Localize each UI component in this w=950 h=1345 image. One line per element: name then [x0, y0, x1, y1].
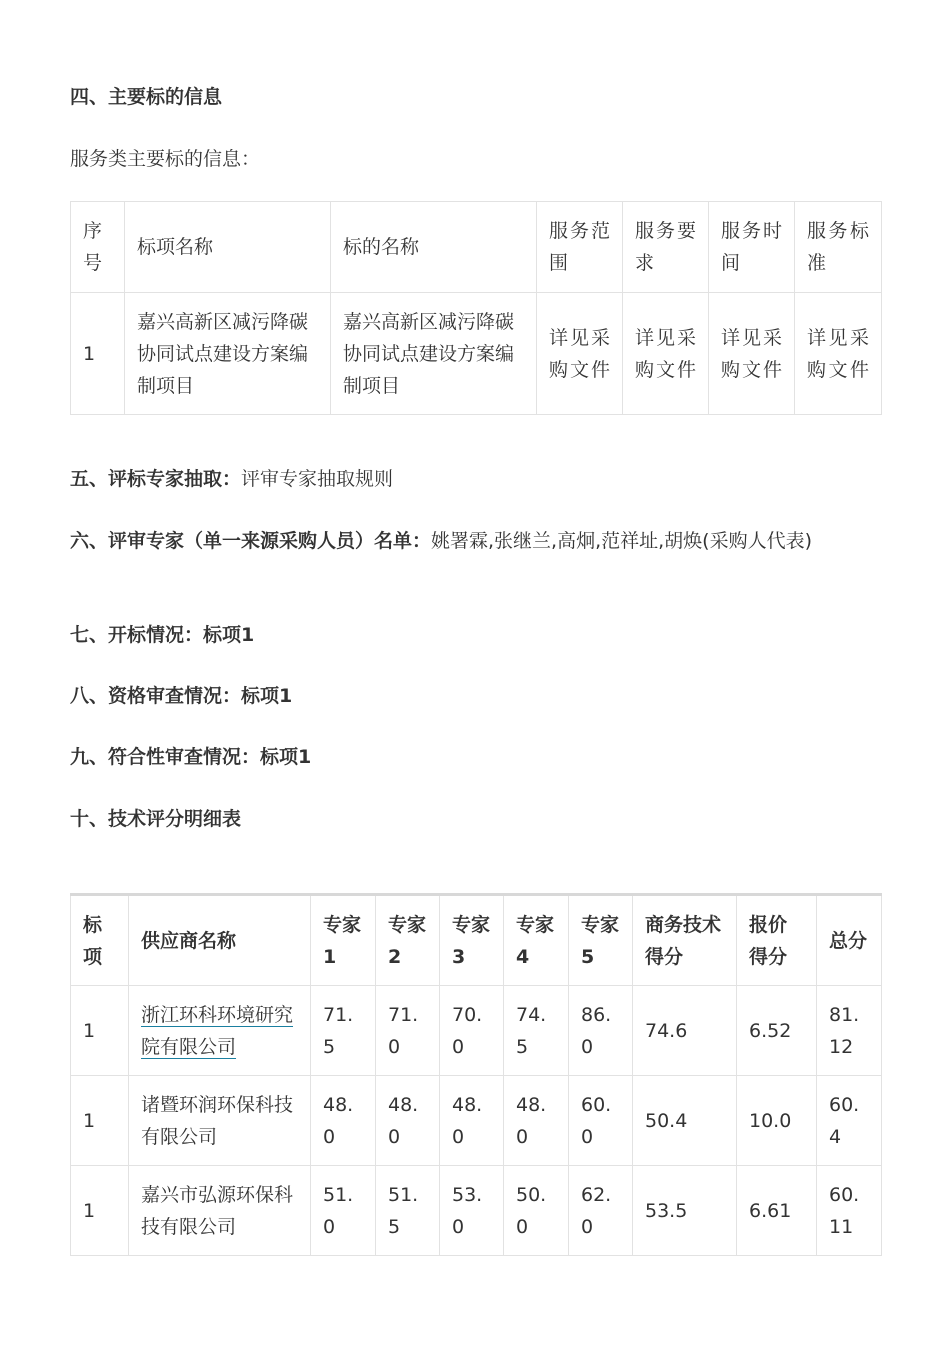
cell-item-name: 嘉兴高新区减污降碳协同试点建设方案编制项目 [125, 293, 331, 415]
service-info-table [70, 201, 882, 415]
section-10-heading: 十、技术评分明细表 [70, 808, 242, 830]
header-item-name: 标项名称 [125, 202, 331, 293]
section-4-subtitle: 服务类主要标的信息： [70, 148, 261, 170]
cell-expert-5: 62.0 [569, 1166, 633, 1256]
score-table-header-row [71, 895, 882, 986]
header-tech-score: 商务技术得分 [633, 895, 737, 986]
cell-expert-2: 71.0 [376, 986, 440, 1076]
cell-expert-1: 71.5 [311, 986, 376, 1076]
section-6-paragraph [70, 525, 881, 557]
cell-expert-1: 48.0 [311, 1076, 376, 1166]
cell-supplier: 诸暨环润环保科技有限公司 [129, 1076, 311, 1166]
cell-expert-1: 51.0 [311, 1166, 376, 1256]
section-9-heading: 九、符合性审查情况：标项1 [70, 746, 312, 768]
cell-item: 1 [71, 986, 129, 1076]
header-expert-2: 专家2 [376, 895, 440, 986]
cell-time: 详见采购文件 [709, 293, 795, 415]
header-expert-5: 专家5 [569, 895, 633, 986]
cell-no: 1 [71, 293, 125, 415]
header-time: 服务时间 [709, 202, 795, 293]
cell-standard: 详见采购文件 [795, 293, 882, 415]
cell-price-score: 6.52 [737, 986, 817, 1076]
header-total: 总分 [817, 895, 882, 986]
cell-expert-4: 74.5 [504, 986, 569, 1076]
header-price-score: 报价得分 [737, 895, 817, 986]
cell-supplier: 嘉兴市弘源环保科技有限公司 [129, 1166, 311, 1256]
cell-expert-4: 48.0 [504, 1076, 569, 1166]
section-4-heading: 四、主要标的信息 [70, 86, 223, 108]
cell-tech-score: 53.5 [633, 1166, 737, 1256]
section-5-value: 评审专家抽取规则 [241, 468, 394, 490]
cell-subject-name: 嘉兴高新区减污降碳协同试点建设方案编制项目 [331, 293, 537, 415]
header-standard: 服务标准 [795, 202, 882, 293]
table-row [71, 986, 882, 1076]
header-requirement: 服务要求 [623, 202, 709, 293]
cell-expert-3: 53.0 [440, 1166, 504, 1256]
section-8-heading: 八、资格审查情况：标项1 [70, 685, 293, 707]
service-table-row [71, 293, 882, 415]
cell-scope: 详见采购文件 [537, 293, 623, 415]
cell-price-score: 6.61 [737, 1166, 817, 1256]
header-supplier: 供应商名称 [129, 895, 311, 986]
cell-expert-2: 51.5 [376, 1166, 440, 1256]
header-subject-name: 标的名称 [331, 202, 537, 293]
cell-tech-score: 50.4 [633, 1076, 737, 1166]
section-6-label: 六、评审专家（单一来源采购人员）名单： [70, 530, 432, 552]
section-7-heading: 七、开标情况：标项1 [70, 624, 255, 646]
header-scope: 服务范围 [537, 202, 623, 293]
cell-item: 1 [71, 1076, 129, 1166]
cell-expert-2: 48.0 [376, 1076, 440, 1166]
header-expert-3: 专家3 [440, 895, 504, 986]
cell-supplier [129, 986, 311, 1076]
header-no: 序号 [71, 202, 125, 293]
header-item: 标项 [71, 895, 129, 986]
section-5-heading [70, 464, 393, 491]
cell-expert-4: 50.0 [504, 1166, 569, 1256]
header-expert-4: 专家4 [504, 895, 569, 986]
header-expert-1: 专家1 [311, 895, 376, 986]
cell-requirement: 详见采购文件 [623, 293, 709, 415]
supplier-link[interactable]: 浙江环科环境研究院有限公司 [141, 1003, 294, 1058]
cell-expert-3: 48.0 [440, 1076, 504, 1166]
table-row [71, 1166, 882, 1256]
cell-total: 60.11 [817, 1166, 882, 1256]
cell-expert-5: 86.0 [569, 986, 633, 1076]
cell-expert-3: 70.0 [440, 986, 504, 1076]
cell-total: 81.12 [817, 986, 882, 1076]
cell-total: 60.4 [817, 1076, 882, 1166]
cell-item: 1 [71, 1166, 129, 1256]
service-table-header-row [71, 202, 882, 293]
cell-tech-score: 74.6 [633, 986, 737, 1076]
cell-expert-5: 60.0 [569, 1076, 633, 1166]
cell-price-score: 10.0 [737, 1076, 817, 1166]
section-6-value: 姚署霖,张继兰,高炯,范祥址,胡焕(采购人代表) [431, 530, 813, 552]
tech-score-table [70, 893, 882, 1256]
table-row [71, 1076, 882, 1166]
section-5-label: 五、评标专家抽取： [70, 468, 242, 490]
